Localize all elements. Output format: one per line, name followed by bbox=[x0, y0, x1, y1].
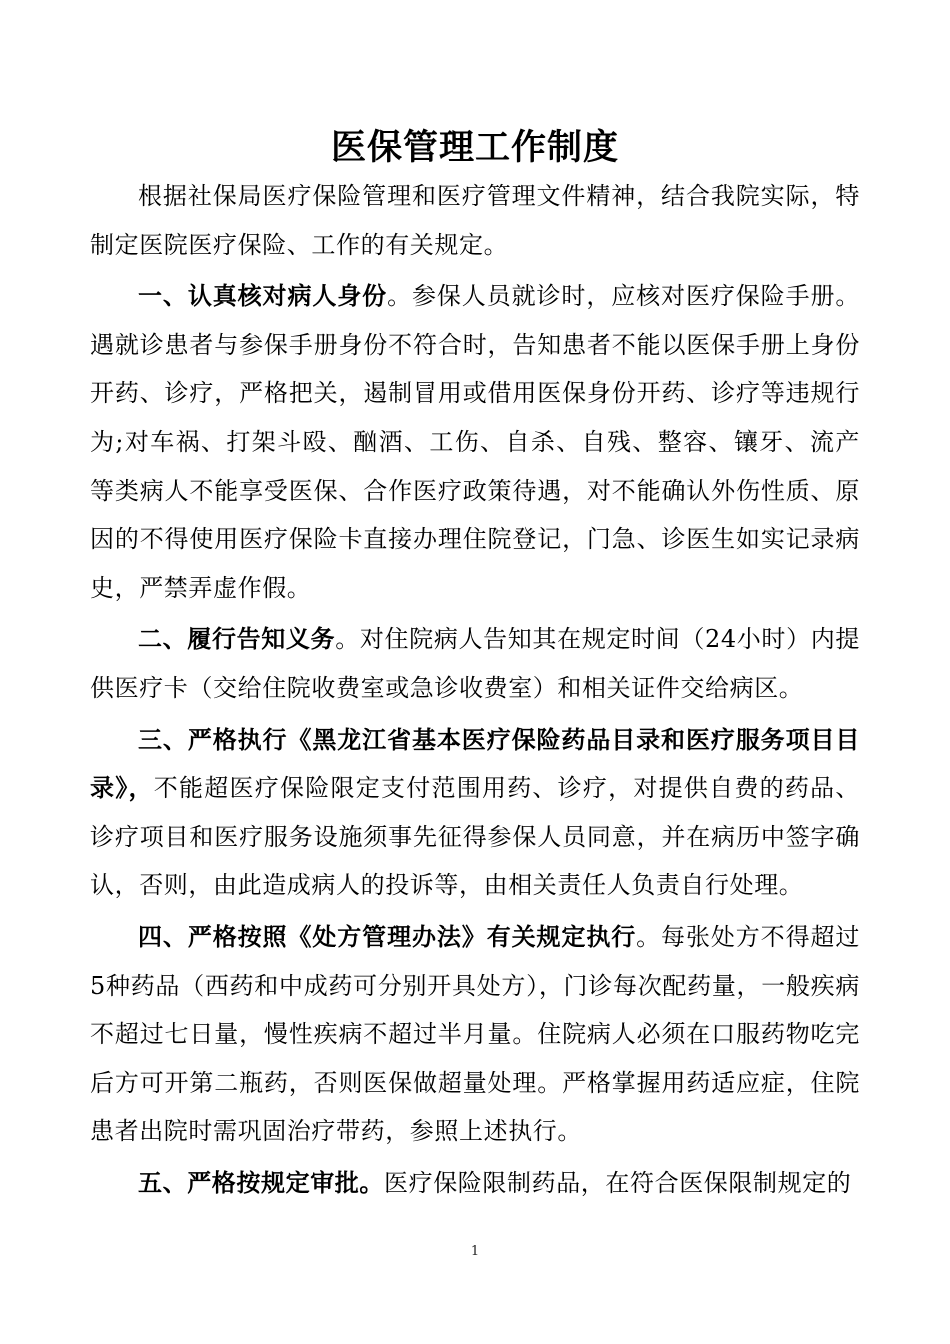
document-title: 医保管理工作制度 bbox=[330, 127, 619, 168]
section-text-2: 。对住院病人告知其在规定时间（24小时）内提供医疗卡（交给住院收费室或急诊收费室）和相关证件交给病区。 bbox=[90, 625, 860, 702]
section-text-1: 。参保人员就诊时，应核对医疗保险手册。遇就诊患者与参保手册身份不符合时，告知患者不能以医保手册上身份开药、诊疗，严格把关，遏制冒用或借用医保身份开药、诊疗等违规行为;对车祸、打架斗殴、酗酒、工伤、自杀、自残、整容、镶牙、流产等类病人不能享受医保、合作医疗政策待遇，对不能确认外伤性质、原因的不得使用医疗保险卡直接办理住院登记，门急、诊医生如实记录病史，严禁弄虚作假。 bbox=[90, 282, 861, 602]
section-heading-1: 一、认真核对病人身份 bbox=[138, 281, 388, 311]
section-heading-3: 三、严格执行《黑龙江省基本医疗保险药品目录和医疗服务项目目录》， bbox=[90, 724, 860, 803]
section-heading-2: 二、履行告知义务 bbox=[138, 624, 336, 654]
section-heading-5: 五、严格按规定审批。 bbox=[138, 1167, 384, 1197]
section-heading-4: 四、严格按照《处方管理办法》有关规定执行 bbox=[138, 921, 637, 951]
section-text-3: 不能超医疗保险限定支付范围用药、诊疗，对提供自费的药品、诊疗项目和医疗服务设施须事先征得参保人员同意，并在病历中签字确认，否则，由此造成病人的投诉等，由相关责任人负责自行处理。 bbox=[90, 774, 860, 900]
section-paragraph-4 bbox=[90, 913, 860, 1156]
section-paragraph-5 bbox=[90, 1159, 860, 1208]
section-text-5: 医疗保险限制药品，在符合医保限制规定的 bbox=[384, 1168, 852, 1197]
intro-paragraph: 根据社保局医疗保险管理和医疗管理文件精神，结合我院实际，特制定医院医疗保险、工作的有关规定。 bbox=[90, 182, 860, 259]
section-paragraph-2 bbox=[90, 615, 860, 712]
page-number: 1 bbox=[470, 1244, 480, 1259]
section-text-4: 。每张处方不得超过5种药品（西药和中成药可分别开具处方），门诊每次配药量，一般疾病不超过七日量，慢性疾病不超过半月量。住院病人必须在口服药物吃完后方可开第二瓶药，否则医保做超量处理。严格掌握用药适应症，住院患者出院时需巩固治疗带药，参照上述执行。 bbox=[90, 922, 860, 1146]
section-paragraph-1 bbox=[90, 272, 860, 612]
section-paragraph-3 bbox=[90, 716, 860, 910]
document-body bbox=[90, 172, 860, 1207]
